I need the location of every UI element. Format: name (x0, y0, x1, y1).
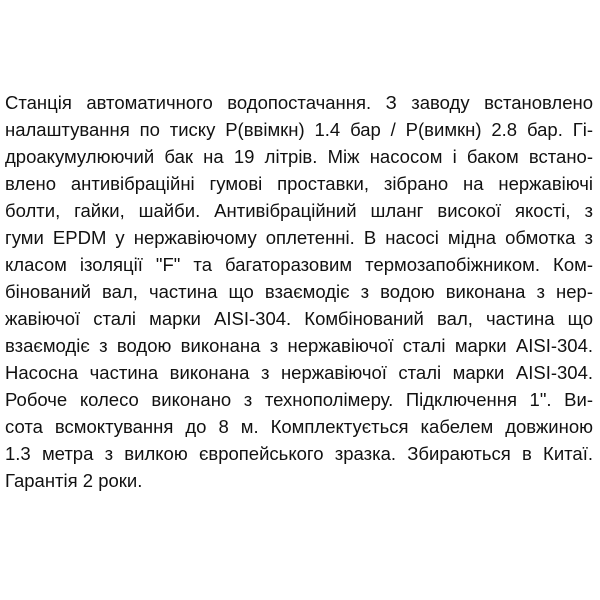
description-line: сота всмоктування до 8 м. Комплектується кабелем довжиною (5, 416, 593, 437)
description-line: Гарантія 2 роки. (5, 470, 143, 491)
description-line: гуми EPDM у нержавіючому оплетенні. В насосі мідна обмотка з (5, 227, 593, 248)
description-line: влено антивібраційні гумові проставки, зібрано на нержавіючі (5, 173, 593, 194)
description-line: взаємодіє з водою виконана з нержавіючої сталі марки AISI-304. (5, 335, 593, 356)
description-line: Робоче колесо виконано з технополімеру. Підключення 1". Ви- (5, 389, 593, 410)
description-line: Станція автоматичного водопостачання. З заводу встановлено (5, 92, 593, 113)
description-line: жавіючої сталі марки AISI-304. Комбінований вал, частина що (5, 308, 593, 329)
description-line: дроакумулюючий бак на 19 літрів. Між насосом і баком встано- (5, 146, 593, 167)
description-line: налаштування по тиску Р(ввімкн) 1.4 бар / Р(вимкн) 2.8 бар. Гі- (5, 119, 593, 140)
description-line: бінований вал, частина що взаємодіє з водою виконана з нер- (5, 281, 593, 302)
description-line: Насосна частина виконана з нержавіючої сталі марки AISI-304. (5, 362, 593, 383)
description-line: 1.3 метра з вилкою європейського зразка. Збираються в Китаї. (5, 443, 593, 464)
description-line: болти, гайки, шайби. Антивібраційний шланг високої якості, з (5, 200, 593, 221)
description-line: класом ізоляції "F" та багаторазовим термозапобіжником. Ком- (5, 254, 593, 275)
product-description (5, 89, 593, 494)
